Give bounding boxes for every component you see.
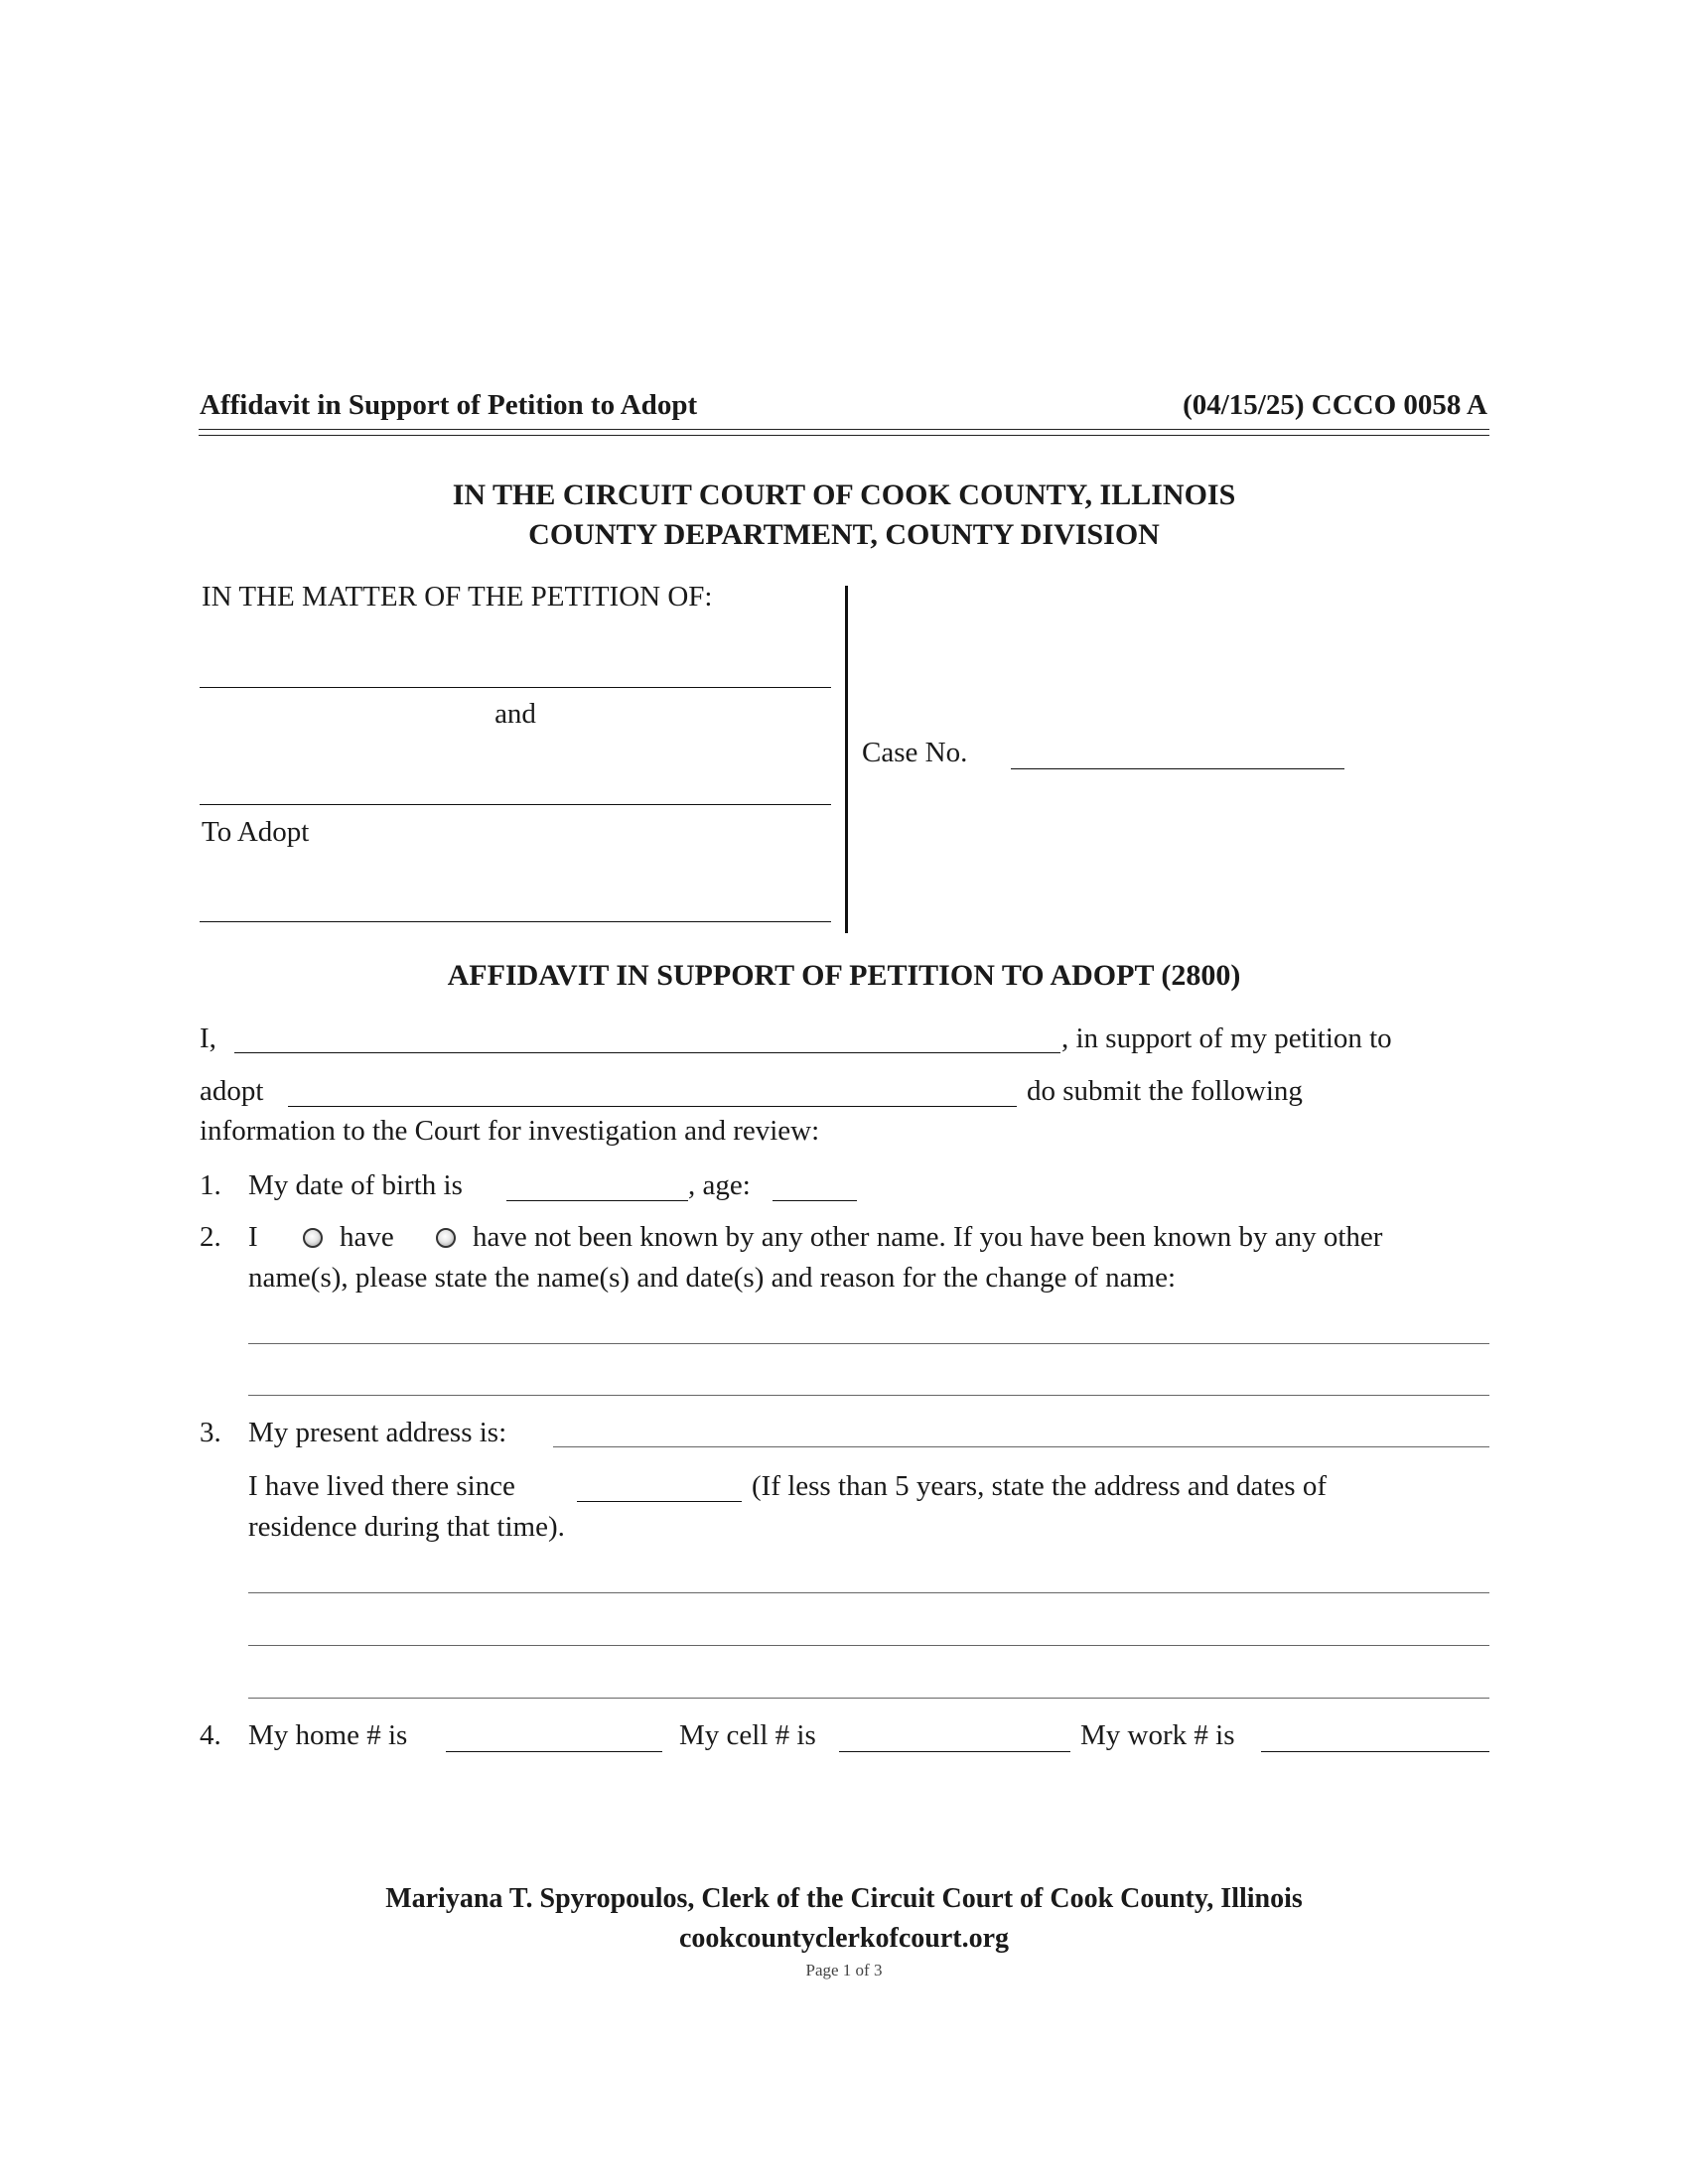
header-rule-bottom [199, 435, 1489, 436]
court-name: IN THE CIRCUIT COURT OF COOK COUNTY, ILLINOIS [452, 478, 1236, 511]
have-not-radio[interactable] [436, 1228, 456, 1248]
adoptee-line[interactable] [288, 1106, 1017, 1107]
clerk-website: cookcountyclerkofcourt.org [678, 1923, 1010, 1954]
have-not-label: have not been known by any other name. If you have been known by any other [473, 1221, 1383, 1253]
home-phone-field[interactable] [446, 1751, 662, 1752]
work-phone-field[interactable] [1261, 1751, 1489, 1752]
intro-i-label: I, [200, 1023, 216, 1054]
have-radio[interactable] [303, 1228, 323, 1248]
co-petitioner-name-line[interactable] [200, 804, 831, 805]
item3-address-label: My present address is: [248, 1417, 507, 1448]
age-field[interactable] [773, 1200, 857, 1201]
other-name-line-1[interactable] [248, 1343, 1489, 1344]
caption-divider [845, 586, 848, 933]
page-number: Page 1 of 3 [805, 1961, 883, 1979]
work-phone-label: My work # is [1080, 1719, 1235, 1751]
intro-info-text: information to the Court for investigation and review: [200, 1115, 820, 1147]
lived-since-note: (If less than 5 years, state the address and dates of [752, 1470, 1327, 1502]
intro-support-text: , in support of my petition to [1061, 1023, 1392, 1054]
form-code: (04/15/25) CCCO 0058 A [1183, 389, 1487, 421]
affiant-name-line[interactable] [234, 1052, 1060, 1053]
court-department: COUNTY DEPARTMENT, COUNTY DIVISION [528, 518, 1160, 551]
prior-address-line-2[interactable] [248, 1645, 1489, 1646]
item1-age-label: , age: [688, 1169, 751, 1201]
header-rule-top [199, 429, 1489, 430]
have-label: have [340, 1221, 394, 1253]
cell-phone-label: My cell # is [679, 1719, 816, 1751]
document-title: AFFIDAVIT IN SUPPORT OF PETITION TO ADOPT (2800) [447, 959, 1241, 992]
item1-number: 1. [200, 1169, 221, 1201]
form-title: Affidavit in Support of Petition to Adopt [200, 389, 698, 421]
petitioner-name-line[interactable] [200, 687, 831, 688]
case-no-label: Case No. [862, 737, 968, 768]
case-no-field[interactable] [1011, 768, 1344, 769]
matter-label: IN THE MATTER OF THE PETITION OF: [202, 581, 713, 613]
item2-number: 2. [200, 1221, 221, 1253]
and-label: and [494, 698, 536, 730]
item3-number: 3. [200, 1417, 221, 1448]
prior-address-line-3[interactable] [248, 1698, 1489, 1699]
adoptee-name-line[interactable] [200, 921, 831, 922]
home-phone-label: My home # is [248, 1719, 408, 1751]
lived-since-field[interactable] [577, 1501, 742, 1502]
intro-submit-text: do submit the following [1027, 1075, 1303, 1107]
to-adopt-label: To Adopt [202, 816, 310, 848]
date-of-birth-field[interactable] [506, 1200, 688, 1201]
item4-number: 4. [200, 1719, 221, 1751]
other-name-line-2[interactable] [248, 1395, 1489, 1396]
residence-note: residence during that time). [248, 1511, 565, 1543]
present-address-field[interactable] [553, 1446, 1489, 1447]
lived-since-label: I have lived there since [248, 1470, 515, 1502]
item1-dob-label: My date of birth is [248, 1169, 463, 1201]
item2-i-label: I [248, 1221, 258, 1253]
prior-address-line-1[interactable] [248, 1592, 1489, 1593]
intro-adopt-label: adopt [200, 1075, 264, 1107]
clerk-line: Mariyana T. Spyropoulos, Clerk of the Circuit Court of Cook County, Illinois [385, 1883, 1303, 1914]
cell-phone-field[interactable] [839, 1751, 1070, 1752]
item2-instruction: name(s), please state the name(s) and date(s) and reason for the change of name: [248, 1262, 1177, 1294]
